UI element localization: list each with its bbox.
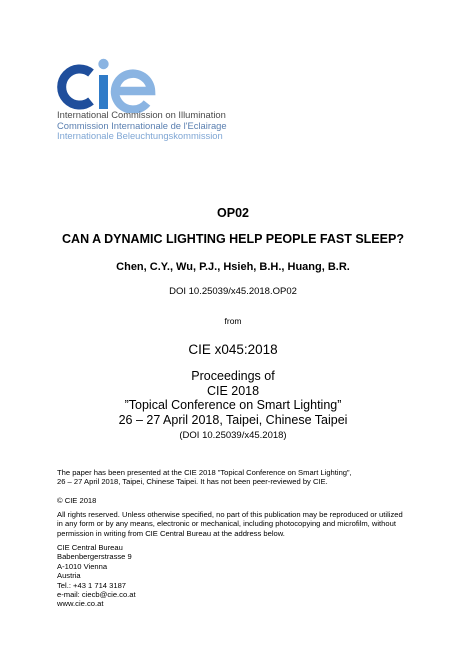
paper-doi: DOI 10.25039/x45.2018.OP02	[169, 286, 297, 297]
address-phone: Tel.: +43 1 714 3187	[57, 580, 127, 590]
logo-letter-i	[99, 75, 108, 109]
rights-line: permission in writing from CIE Central Bureau at the address below.	[57, 528, 285, 538]
rights-notice	[57, 510, 427, 538]
rights-line: in any form or by any means, electronic or mechanical, including photocopying and microfilm, without	[57, 519, 396, 529]
proceedings-line: Proceedings of	[191, 369, 275, 383]
proceedings-block	[0, 369, 466, 427]
cie-logo	[57, 55, 157, 113]
proceedings-line: 26 – 27 April 2018, Taipei, Chinese Taipei	[118, 412, 348, 427]
proceedings-doi: (DOI 10.25039/x45.2018)	[179, 430, 287, 441]
org-name-fr: Commission Internationale de l'Eclairage	[57, 119, 227, 131]
contact-address	[57, 543, 427, 609]
address-line: CIE Central Bureau	[57, 543, 123, 552]
from-label: from	[224, 316, 242, 326]
address-website: www.cie.co.at	[57, 599, 104, 609]
proceedings-line: CIE 2018	[206, 383, 260, 398]
paper-authors: Chen, C.Y., Wu, P.J., Hsieh, B.H., Huang, B.R.	[116, 261, 350, 273]
organization-names	[57, 110, 227, 142]
copyright: © CIE 2018	[57, 496, 97, 505]
standard-number: CIE x045:2018	[188, 342, 278, 357]
presented-line: The paper has been presented at the CIE 2018 ”Topical Conference on Smart Lighting”,	[57, 468, 352, 477]
rights-line: All rights reserved. Unless otherwise specified, no part of this publication may be reproduced or utilized	[57, 510, 403, 519]
paper-title: CAN A DYNAMIC LIGHTING HELP PEOPLE FAST SLEEP?	[62, 232, 404, 246]
logo-letter-e	[115, 74, 151, 110]
paper-code: OP02	[217, 206, 249, 220]
address-line: Austria	[57, 571, 81, 581]
org-name-en: International Commission on Illumination	[57, 109, 226, 120]
address-line: A-1010 Vienna	[57, 561, 108, 571]
address-line: Babenbergerstrasse 9	[57, 552, 132, 562]
proceedings-line: ”Topical Conference on Smart Lighting”	[124, 398, 342, 412]
presented-note	[57, 468, 427, 487]
presented-line: 26 – 27 April 2018, Taipei, Chinese Taipei. It has not been peer-reviewed by CIE.	[57, 477, 328, 487]
logo-letter-c	[62, 69, 91, 105]
logo-dot	[98, 59, 108, 69]
org-name-de: Internationale Beleuchtungskommission	[57, 130, 223, 141]
address-email: e-mail: ciecb@cie.co.at	[57, 590, 136, 600]
